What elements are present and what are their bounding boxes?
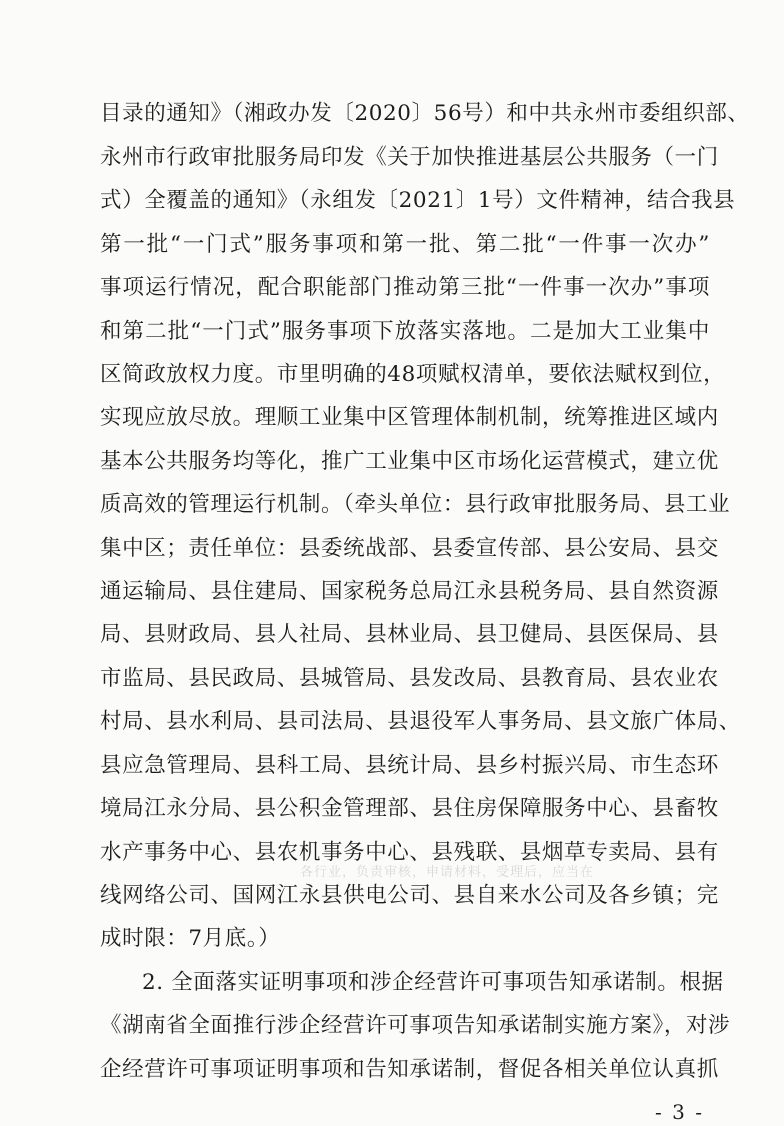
text-line-16: 县应急管理局、县科工局、县统计局、县乡村振兴局、市生态环 — [100, 753, 719, 778]
section-2-heading-line: 2. 全面落实证明事项和涉企经营许可事项告知承诺制。根据 — [142, 970, 724, 995]
text-line-19: 线网络公司、国网江永县供电公司、县自来水公司及各乡镇；完 — [100, 883, 719, 908]
text-line-13: 局、县财政局、县人社局、县林业局、县卫健局、县医保局、县 — [100, 622, 719, 647]
text-line-2: 永州市行政审批服务局印发《关于加快推进基层公共服务（一门 — [100, 145, 719, 170]
text-line-10: 质高效的管理运行机制。（牵头单位：县行政审批服务局、县工业 — [100, 492, 731, 517]
text-line-5: 事项运行情况，配合职能部门推动第三批“一件事一次办”事项 — [100, 275, 710, 300]
text-line-3: 式）全覆盖的通知》（永组发〔2021〕1号）文件精神，结合我县 — [100, 188, 736, 213]
text-line-23: 企经营许可事项证明事项和告知承诺制，督促各相关单位认真抓 — [100, 1057, 719, 1082]
text-line-11: 集中区；责任单位：县委统战部、县委宣传部、县公安局、县交 — [100, 536, 719, 561]
text-line-22: 《湖南省全面推行涉企经营许可事项告知承诺制实施方案》，对涉 — [100, 1013, 731, 1038]
text-line-4: 第一批“一门式”服务事项和第一批、第二批“一件事一次办” — [100, 232, 710, 257]
page-number: - 3 - — [655, 1100, 704, 1124]
text-line-20: 成时限：7月底。） — [100, 926, 281, 951]
bleed-through-text: 各行业，负责审核，申请材料，受理后，应当在 — [300, 865, 595, 880]
text-line-17: 境局江永分局、县公积金管理部、县住房保障服务中心、县畜牧 — [100, 796, 719, 821]
text-line-9: 基本公共服务均等化，推广工业集中区市场化运营模式，建立优 — [100, 449, 719, 474]
text-line-8: 实现应放尽放。理顺工业集中区管理体制机制，统筹推进区域内 — [100, 405, 719, 430]
text-line-14: 市监局、县民政局、县城管局、县发改局、县教育局、县农业农 — [100, 666, 719, 691]
text-line-18: 水产事务中心、县农机事务中心、县残联、县烟草专卖局、县有 — [100, 840, 719, 865]
text-line-12: 通运输局、县住建局、国家税务总局江永县税务局、县自然资源 — [100, 579, 719, 604]
text-line-15: 村局、县水利局、县司法局、县退役军人事务局、县文旅广体局、 — [100, 709, 741, 734]
text-line-1: 目录的通知》（湘政办发〔2020〕56号）和中共永州市委组织部、 — [100, 101, 750, 126]
text-line-6: 和第二批“一门式”服务事项下放落实落地。二是加大工业集中 — [100, 319, 710, 344]
text-line-7: 区简政放权力度。市里明确的48项赋权清单，要依法赋权到位， — [100, 362, 726, 387]
